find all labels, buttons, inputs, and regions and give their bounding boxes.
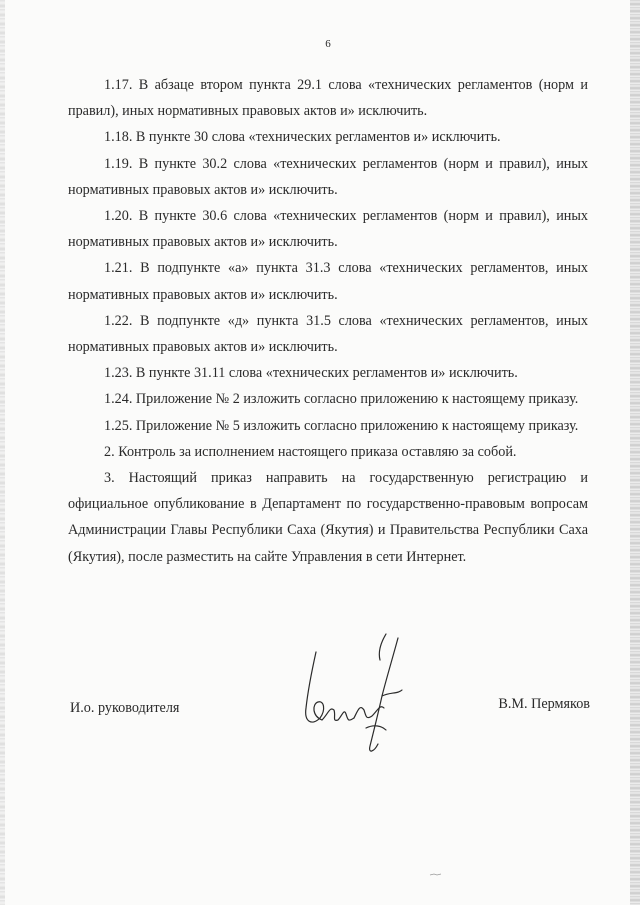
scan-speck <box>428 870 448 878</box>
scan-edge-right <box>630 0 640 905</box>
paragraph-3: 3. Настоящий приказ направить на государственную регистрацию и официальное опубликование в Департамент по государственно-правовым вопросам Администрации Главы Республики Саха (Якутия) и Правительства Республики Саха (Якутия), после разместить на сайте Управления в сети Интернет. <box>68 470 588 565</box>
paragraph-1-17: 1.17. В абзаце втором пункта 29.1 слова «технических регламентов (норм и правил), иных нормативных правовых актов и» исключить. <box>68 77 588 120</box>
signature-block <box>70 696 590 724</box>
signatory-role: И.о. руководителя <box>70 700 180 716</box>
handwritten-signature <box>282 630 412 760</box>
paragraph-1-18: 1.18. В пункте 30 слова «технических регламентов и» исключить. <box>104 129 501 146</box>
page-number: 6 <box>325 38 331 50</box>
signatory-name: В.М. Пермяков <box>498 696 590 712</box>
paragraph-1-25: 1.25. Приложение № 5 изложить согласно приложению к настоящему приказу. <box>104 417 579 434</box>
paragraph-1-21: 1.21. В подпункте «а» пункта 31.3 слова «технических регламентов, иных нормативных правовых актов и» исключить. <box>68 260 588 303</box>
paragraph-1-23: 1.23. В пункте 31.11 слова «технических регламентов и» исключить. <box>104 365 518 382</box>
scan-edge-left <box>0 0 5 905</box>
paragraph-2: 2. Контроль за исполнением настоящего приказа оставляю за собой. <box>104 443 517 460</box>
paragraph-1-24: 1.24. Приложение № 2 изложить согласно приложению к настоящему приказу. <box>104 391 579 408</box>
paragraph-1-20: 1.20. В пункте 30.6 слова «технических регламентов (норм и правил), иных нормативных правовых актов и» исключить. <box>68 208 588 251</box>
paragraph-1-19: 1.19. В пункте 30.2 слова «технических регламентов (норм и правил), иных нормативных правовых актов и» исключить. <box>68 155 588 198</box>
document-body <box>68 72 588 570</box>
paragraph-1-22: 1.22. В подпункте «д» пункта 31.5 слова «технических регламентов, иных нормативных правовых актов и» исключить. <box>68 312 588 356</box>
